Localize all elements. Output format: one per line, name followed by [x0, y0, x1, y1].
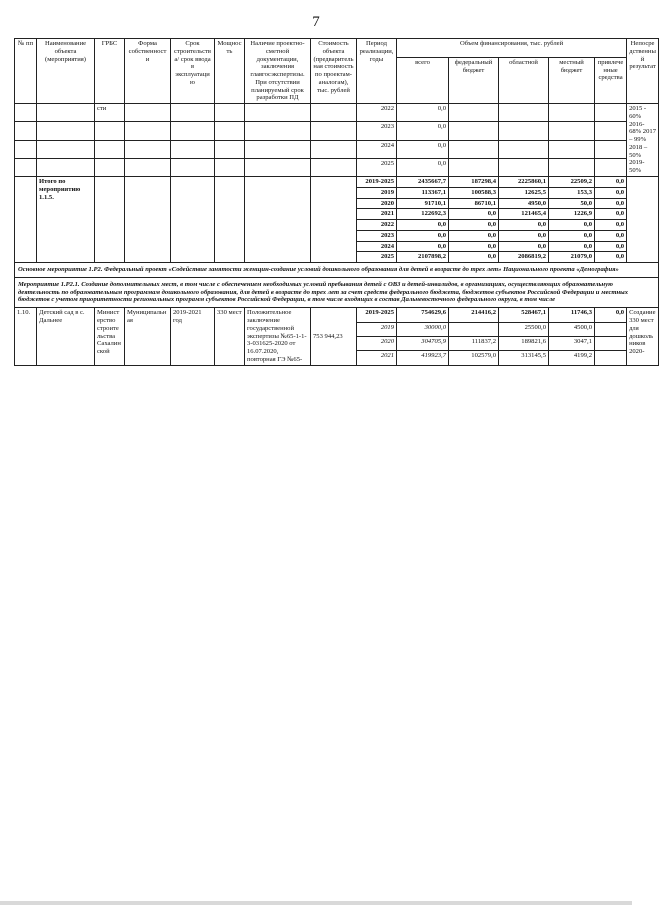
total-cell: 122692,3 — [397, 209, 449, 220]
period-cell: 2022 — [357, 220, 397, 231]
federal-cell: 100588,3 — [449, 187, 499, 198]
header-result: Непосредственный результат — [627, 39, 659, 104]
federal-cell: 0,0 — [449, 252, 499, 263]
header-regional: областной — [499, 57, 549, 103]
header-capacity: Мощность — [215, 39, 245, 104]
header-funding-group: Объем финансирования, тыс. рублей — [397, 39, 627, 58]
table-row — [15, 140, 659, 158]
federal-cell: 0,0 — [449, 241, 499, 252]
total-cell: 2107898,2 — [397, 252, 449, 263]
header-num: № пп — [15, 39, 37, 104]
object-result: Создание 330 мест для дошкольников 2020- — [627, 308, 659, 365]
period-cell: 2019-2025 — [357, 308, 397, 322]
other-cell: 0,0 — [595, 177, 627, 188]
other-cell: 0,0 — [595, 252, 627, 263]
header-row-1 — [15, 39, 659, 58]
regional-cell: 313145,5 — [499, 351, 549, 365]
table-row — [15, 158, 659, 176]
total-cell: 304705,9 — [397, 336, 449, 350]
local-cell: 50,0 — [549, 198, 595, 209]
local-cell: 22509,2 — [549, 177, 595, 188]
period-cell: 2021 — [357, 351, 397, 365]
other-cell: 0,0 — [595, 241, 627, 252]
regional-cell: 0,0 — [499, 220, 549, 231]
federal-cell — [449, 322, 499, 336]
total-cell: 419923,7 — [397, 351, 449, 365]
regional-cell: 25500,0 — [499, 322, 549, 336]
section-sub-row — [15, 277, 659, 307]
period-cell: 2019 — [357, 187, 397, 198]
regional-cell: 0,0 — [499, 241, 549, 252]
header-name: Наименование объекта (мероприятия) — [37, 39, 95, 104]
result-cell: 2015 - 60% 2016- 68% 2017 – 99% 2018 – 50% 2019- 50% — [627, 104, 659, 177]
object-ownership: Муниципальная — [125, 308, 171, 365]
object-capacity: 330 мест — [215, 308, 245, 365]
header-ownership: Форма собственности — [125, 39, 171, 104]
other-cell: 0,0 — [595, 308, 627, 322]
total-cell: 91710,1 — [397, 198, 449, 209]
period-cell: 2022 — [357, 104, 397, 122]
regional-cell: 0,0 — [499, 230, 549, 241]
total-cell: 30000,0 — [397, 322, 449, 336]
total-cell: 113367,1 — [397, 187, 449, 198]
total-cell: 0,0 — [397, 241, 449, 252]
local-cell: 0,0 — [549, 241, 595, 252]
header-psd: Наличие проектно-сметной документации, заключения главгосэкспертизы. При отсутствии планируемый срок разработки ПД — [245, 39, 311, 104]
object-num: 1.10. — [15, 308, 37, 365]
other-cell: 0,0 — [595, 209, 627, 220]
header-federal: федеральный бюджет — [449, 57, 499, 103]
federal-cell: 0,0 — [449, 220, 499, 231]
grbs-cell: сти — [95, 104, 125, 122]
page-number: 7 — [312, 14, 320, 30]
period-cell: 2023 — [357, 230, 397, 241]
period-cell: 2023 — [357, 122, 397, 140]
program-table — [14, 38, 659, 366]
period-cell: 2019-2025 — [357, 177, 397, 188]
local-cell: 4199,2 — [549, 351, 595, 365]
object-row — [15, 308, 659, 322]
total-cell: 2435667,7 — [397, 177, 449, 188]
other-cell: 0,0 — [595, 198, 627, 209]
program-table-wrapper — [14, 38, 656, 366]
federal-cell: 187298,4 — [449, 177, 499, 188]
regional-cell: 121465,4 — [499, 209, 549, 220]
scan-edge — [0, 901, 632, 905]
federal-cell: 86710,1 — [449, 198, 499, 209]
other-cell — [595, 322, 627, 336]
header-total: всего — [397, 57, 449, 103]
federal-cell: 102579,0 — [449, 351, 499, 365]
object-grbs: Министерство строительства Сахалинской — [95, 308, 125, 365]
other-cell — [595, 351, 627, 365]
regional-cell: 4950,0 — [499, 198, 549, 209]
section-sub-heading: Мероприятие 1.Р2.1. Создание дополнительных мест, в том числе с обеспечением необходимых условий пребывания детей с ОВЗ и детей-инвалидов, в организациях, осуществляющих образовательную деятельность по образовательным программам дошкольного образования, для детей в возрасте до трех лет за счет средств федерального бюджета, бюджетов субъектов Российской Федерации и местных бюджетов с учетом приоритетности региональных программ субъектов Российской Федерации, в том числе входящих в состав Дальневосточного федерального округа, в том числе — [15, 277, 659, 307]
period-cell: 2021 — [357, 209, 397, 220]
regional-cell: 528467,1 — [499, 308, 549, 322]
header-other: привлеченные средства — [595, 57, 627, 103]
regional-cell: 2225860,1 — [499, 177, 549, 188]
total-cell: 0,0 — [397, 230, 449, 241]
period-cell: 2025 — [357, 158, 397, 176]
local-cell: 0,0 — [549, 220, 595, 231]
federal-cell: 0,0 — [449, 230, 499, 241]
regional-cell: 189821,6 — [499, 336, 549, 350]
local-cell: 153,3 — [549, 187, 595, 198]
subtotal-label: Итого по мероприятию 1.1.5. — [37, 177, 95, 263]
local-cell: 4500,0 — [549, 322, 595, 336]
local-cell: 3047,1 — [549, 336, 595, 350]
period-cell: 2024 — [357, 241, 397, 252]
total-cell: 0,0 — [397, 140, 449, 158]
other-cell: 0,0 — [595, 220, 627, 231]
table-row — [15, 104, 659, 122]
total-cell: 0,0 — [397, 104, 449, 122]
period-cell: 2024 — [357, 140, 397, 158]
federal-cell: 214416,2 — [449, 308, 499, 322]
other-cell — [595, 336, 627, 350]
header-cost: Стоимость объекта (предварительная стоимость по проектам-аналогам), тыс. рублей — [311, 39, 357, 104]
period-cell: 2020 — [357, 336, 397, 350]
period-cell: 2025 — [357, 252, 397, 263]
table-row — [15, 122, 659, 140]
period-cell: 2019 — [357, 322, 397, 336]
header-grbs: ГРБС — [95, 39, 125, 104]
header-term: Срок строительства/ срок ввода в эксплуатацию — [171, 39, 215, 104]
section-main-row — [15, 263, 659, 278]
local-cell: 11746,3 — [549, 308, 595, 322]
total-cell: 754629,6 — [397, 308, 449, 322]
local-cell: 0,0 — [549, 230, 595, 241]
local-cell: 21079,0 — [549, 252, 595, 263]
header-period: Период реализации, годы — [357, 39, 397, 104]
regional-cell: 2086819,2 — [499, 252, 549, 263]
other-cell: 0,0 — [595, 230, 627, 241]
object-psd: Положительное заключение государственной экспертизы №65-1-1-3-031625-2020 от 16.07.2020, повторная ГЭ №65- — [245, 308, 311, 365]
object-name: Детский сад в с. Дальнее — [37, 308, 95, 365]
period-cell: 2020 — [357, 198, 397, 209]
regional-cell: 12625,5 — [499, 187, 549, 198]
other-cell: 0,0 — [595, 187, 627, 198]
total-cell: 0,0 — [397, 220, 449, 231]
local-cell: 1226,9 — [549, 209, 595, 220]
federal-cell: 111837,2 — [449, 336, 499, 350]
header-local: местный бюджет — [549, 57, 595, 103]
object-term: 2019-2021 год — [171, 308, 215, 365]
object-cost: 753 944,23 — [311, 308, 357, 365]
section-main-heading: Основное мероприятие 1.Р2. Федеральный проект «Содействие занятости женщин-создание условий дошкольного образования для детей в возрасте до трех лет» Национального проекта «Демография» — [15, 263, 659, 278]
total-cell: 0,0 — [397, 158, 449, 176]
federal-cell: 0,0 — [449, 209, 499, 220]
subtotal-row — [15, 177, 659, 188]
total-cell: 0,0 — [397, 122, 449, 140]
